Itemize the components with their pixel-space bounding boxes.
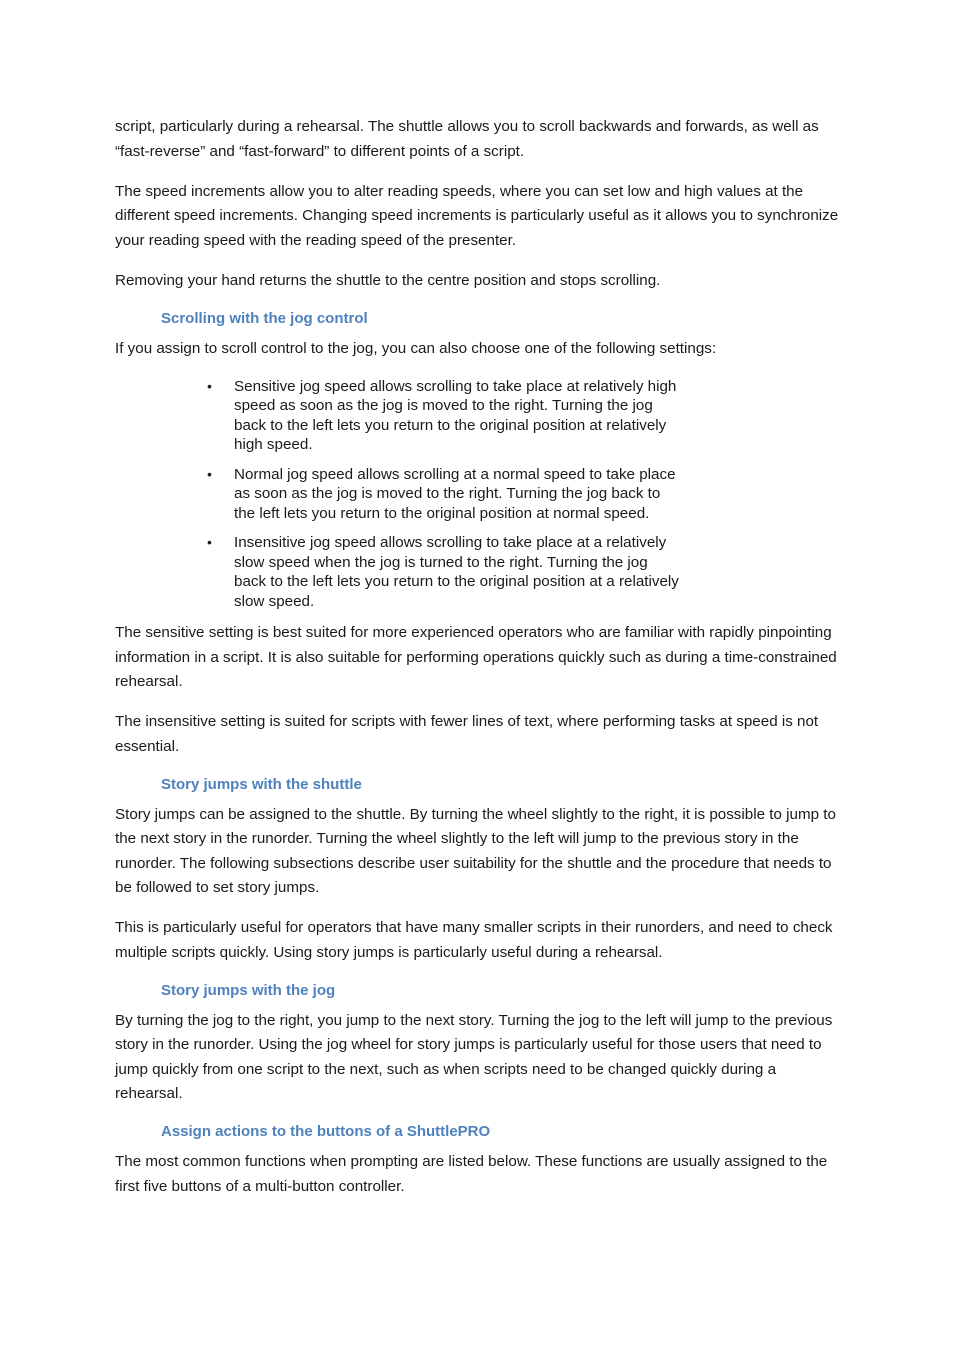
jog-speed-list xyxy=(205,377,680,612)
paragraph-jog-settings-intro: If you assign to scroll control to the jog, you can also choose one of the following settings: xyxy=(115,339,717,357)
paragraph-removing-hand: Removing your hand returns the shuttle to the centre position and stops scrolling. xyxy=(115,271,661,289)
heading-scrolling-jog-control: Scrolling with the jog control xyxy=(161,309,368,327)
document-page xyxy=(115,115,840,1215)
heading-assign-actions-shuttlepro: Assign actions to the buttons of a ShuttlePRO xyxy=(161,1123,491,1140)
paragraph-smaller-scripts: This is particularly useful for operators that have many smaller scripts in their runorders, and need to check multiple scripts quickly. Using story jumps is particularly useful during a rehearsal. xyxy=(115,919,833,961)
paragraph-shuttle-scroll: script, particularly during a rehearsal. The shuttle allows you to scroll backwards and forwards, as well as “fast-reverse” and “fast-forward” to different points of a script. xyxy=(115,118,819,160)
heading-story-jumps-shuttle: Story jumps with the shuttle xyxy=(161,775,362,793)
list-item-text: Normal jog speed allows scrolling at a normal speed to take place as soon as the jog is moved to the right. Turning the jog back to the left lets you return to the original position at normal speed. xyxy=(234,465,676,522)
list-item xyxy=(205,533,680,611)
bullet-icon: • xyxy=(207,465,212,482)
list-item xyxy=(205,465,680,524)
paragraph-story-jumps-shuttle: Story jumps can be assigned to the shuttle. By turning the wheel slightly to the right, it is possible to jump to the next story in the runorder. Turning the wheel slightly to the left will jump to the previous story in the runorder. The following subsections describe user suitability for the shuttle and the procedure that needs to be followed to set story jumps. xyxy=(115,805,836,896)
paragraph-story-jumps-jog: By turning the jog to the right, you jump to the next story. Turning the jog to the left will jump to the previous story in the runorder. Using the jog wheel for story jumps is particularly useful for those users that need to jump quickly from one script to the next, such as when scripts need to be changed quickly during a rehearsal. xyxy=(115,1011,833,1102)
list-item-text: Insensitive jog speed allows scrolling to take place at a relatively slow speed when the jog is turned to the right. Turning the jog back to the left lets you return to the original position at a relatively slow speed. xyxy=(234,534,679,610)
list-item xyxy=(205,377,680,455)
paragraph-insensitive-setting: The insensitive setting is suited for scripts with fewer lines of text, where performing tasks at speed is not essential. xyxy=(115,713,819,755)
bullet-icon: • xyxy=(207,534,212,550)
list-item-text: Sensitive jog speed allows scrolling to take place at relatively high speed as soon as the jog is moved to the right. Turning the jog back to the left lets you return to the original position at relatively high speed. xyxy=(234,377,677,453)
heading-story-jumps-jog: Story jumps with the jog xyxy=(161,981,336,999)
paragraph-speed-increments: The speed increments allow you to alter reading speeds, where you can set low and high values at the different speed increments. Changing speed increments is particularly useful as it allows you to synchronize your reading speed with the reading speed of the presenter. xyxy=(115,182,839,249)
bullet-icon: • xyxy=(207,377,212,394)
paragraph-sensitive-setting: The sensitive setting is best suited for more experienced operators who are familiar with rapidly pinpointing information in a script. It is also suitable for performing operations quickly such as during a time-constrained rehearsal. xyxy=(115,624,837,690)
paragraph-common-functions: The most common functions when prompting are listed below. These functions are usually assigned to the first five buttons of a multi-button controller. xyxy=(115,1153,828,1195)
